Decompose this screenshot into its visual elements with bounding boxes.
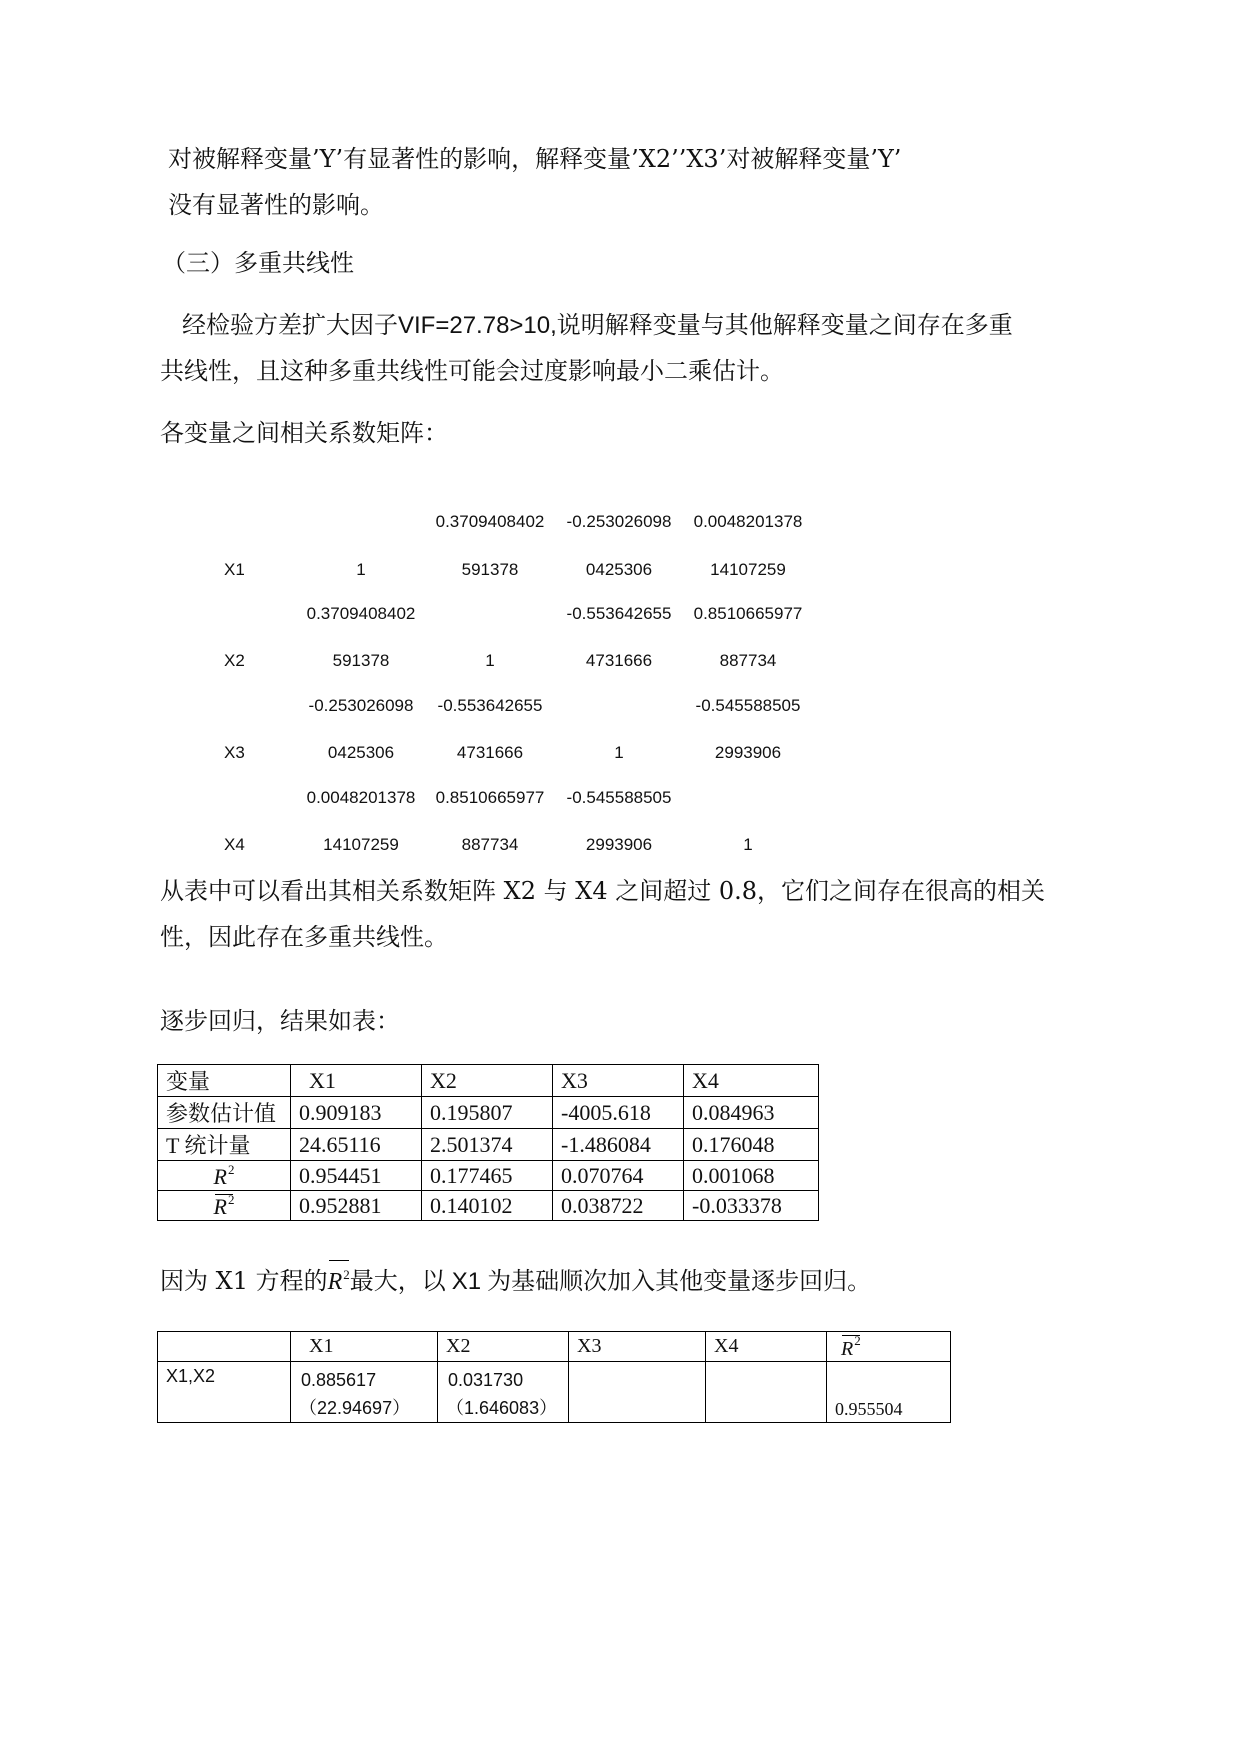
table-header-cell [158, 1332, 291, 1362]
table-row [158, 1097, 819, 1129]
table-header-cell: 变量 [158, 1065, 291, 1097]
superscript: 2 [227, 1191, 235, 1207]
paragraph-line: 性，因此存在多重共线性。 [160, 923, 448, 951]
superscript: 2 [854, 1332, 861, 1348]
paragraph-line: 没有显著性的影响。 [168, 191, 384, 219]
paragraph-line: 共线性，且这种多重共线性可能会过度影响最小二乘估计。 [160, 357, 784, 385]
table-cell: 0.955504 [827, 1362, 951, 1423]
matrix-row-label: X4 [224, 835, 245, 854]
table-row [158, 1191, 819, 1221]
matrix-cell: 1 [356, 560, 366, 579]
text-run: X1 [451, 1268, 482, 1295]
superscript: 2 [343, 1267, 350, 1282]
adjusted-r-squared-symbol [328, 1258, 350, 1299]
matrix-cell: 0425306 [327, 743, 395, 762]
table-header-cell [827, 1332, 951, 1362]
matrix-row-label: X1 [224, 560, 245, 579]
r-letter: R [327, 1269, 343, 1295]
stepwise-single-table [157, 1064, 819, 1221]
table-header-cell: X4 [706, 1332, 827, 1362]
text-run: 因为 X1 方程的 [160, 1267, 328, 1295]
table-row [158, 1362, 951, 1423]
table-row [158, 1161, 819, 1191]
matrix-cell: 0.8510665977 [693, 604, 803, 623]
table-cell: -0.033378 [684, 1191, 819, 1221]
matrix-cell: -0.545588505 [566, 788, 672, 807]
adjusted-r-squared-symbol [214, 1192, 235, 1220]
table-cell: 0.909183 [291, 1097, 422, 1129]
paragraph-line: 对被解释变量’Y’有显著性的影响，解释变量’X2’’X3’对被解释变量’Y’ [168, 145, 902, 173]
paragraph-line [160, 1258, 871, 1299]
matrix-cell: 887734 [719, 651, 777, 670]
text-run: 最大，以 [349, 1267, 446, 1295]
text-run: 说明解释变量与其他解释变量之间存在多重 [556, 311, 1013, 339]
header-label: X1 [309, 1067, 336, 1093]
table-cell: -1.486084 [553, 1129, 684, 1161]
table-cell: 0.954451 [291, 1161, 422, 1191]
paragraph-line: 各变量之间相关系数矩阵： [160, 419, 448, 447]
table-header-cell: X2 [422, 1065, 553, 1097]
matrix-row-label: X2 [224, 651, 245, 670]
matrix-cell: 14107259 [323, 835, 399, 854]
matrix-cell: 591378 [332, 651, 390, 670]
text-run: 为基础顺次加入其他变量逐步回归。 [487, 1267, 872, 1295]
table-cell: 0.952881 [291, 1191, 422, 1221]
table-cell: 0.084963 [684, 1097, 819, 1129]
matrix-cell: 2993906 [585, 835, 653, 854]
table-cell: 0.140102 [422, 1191, 553, 1221]
table-row-label [158, 1161, 291, 1191]
matrix-cell: 4731666 [456, 743, 524, 762]
paragraph-line: 逐步回归，结果如表： [160, 1007, 400, 1035]
stepwise-combined-table [157, 1331, 951, 1423]
matrix-cell: 591378 [461, 560, 519, 579]
table-row-label [158, 1191, 291, 1221]
table-cell: 0.038722 [553, 1191, 684, 1221]
table-header-row [158, 1332, 951, 1362]
coef-value: 0.885617 [301, 1370, 377, 1390]
table-cell: 0.177465 [422, 1161, 553, 1191]
matrix-cell: -0.253026098 [308, 696, 414, 715]
table-cell: 0.001068 [684, 1161, 819, 1191]
matrix-cell: 0425306 [585, 560, 653, 579]
coef-value: 0.031730 [448, 1370, 524, 1390]
table-header-row [158, 1065, 819, 1097]
table-header-cell: X3 [569, 1332, 706, 1362]
matrix-cell: 1 [485, 651, 495, 670]
table-header-cell [291, 1065, 422, 1097]
header-label: X1 [309, 1335, 334, 1357]
matrix-cell: 887734 [461, 835, 519, 854]
matrix-cell: -0.553642655 [566, 604, 672, 623]
table-cell: 2.501374 [422, 1129, 553, 1161]
r-letter: R [213, 1193, 227, 1219]
matrix-cell: 14107259 [710, 560, 786, 579]
t-value: （22.94697） [299, 1398, 411, 1418]
table-header-cell [291, 1332, 438, 1362]
matrix-cell: -0.545588505 [695, 696, 801, 715]
matrix-cell: 1 [743, 835, 753, 854]
adjusted-r-squared-symbol [841, 1333, 861, 1361]
matrix-cell: 0.8510665977 [435, 788, 545, 807]
table-row-label: T 统计量 [158, 1129, 291, 1161]
table-cell [706, 1362, 827, 1423]
table-cell: 0.070764 [553, 1161, 684, 1191]
matrix-cell: 2993906 [714, 743, 782, 762]
matrix-cell: 0.3709408402 [435, 512, 545, 531]
matrix-cell: -0.553642655 [437, 696, 543, 715]
table-cell: 24.65116 [291, 1129, 422, 1161]
section-heading: （三）多重共线性 [162, 249, 354, 277]
r-squared-symbol [214, 1162, 235, 1190]
matrix-cell: 0.3709408402 [306, 604, 416, 623]
table-cell [438, 1362, 569, 1423]
table-header-cell: X4 [684, 1065, 819, 1097]
matrix-cell: 4731666 [585, 651, 653, 670]
r-letter: R [213, 1163, 227, 1189]
matrix-row-label: X3 [224, 743, 245, 762]
table-row [158, 1129, 819, 1161]
superscript: 2 [227, 1161, 235, 1177]
text-run: 经检验方差扩大因子 [182, 311, 398, 339]
table-row-label: X1,X2 [158, 1362, 291, 1423]
matrix-cell: 0.0048201378 [693, 512, 803, 531]
table-cell: 0.176048 [684, 1129, 819, 1161]
table-header-cell: X3 [553, 1065, 684, 1097]
table-cell [569, 1362, 706, 1423]
table-cell: 0.195807 [422, 1097, 553, 1129]
paragraph-line [182, 308, 1013, 343]
table-cell [291, 1362, 438, 1423]
matrix-cell: -0.253026098 [566, 512, 672, 531]
table-cell: -4005.618 [553, 1097, 684, 1129]
table-header-cell: X2 [438, 1332, 569, 1362]
r-letter: R [841, 1337, 854, 1360]
paragraph-line: 从表中可以看出其相关系数矩阵 X2 与 X4 之间超过 0.8，它们之间存在很高的相关 [160, 877, 1046, 905]
vif-value: VIF=27.78>10, [398, 312, 557, 339]
t-value: （1.646083） [446, 1398, 558, 1418]
matrix-cell: 1 [614, 743, 624, 762]
matrix-cell: 0.0048201378 [306, 788, 416, 807]
table-row-label: 参数估计值 [158, 1097, 291, 1129]
